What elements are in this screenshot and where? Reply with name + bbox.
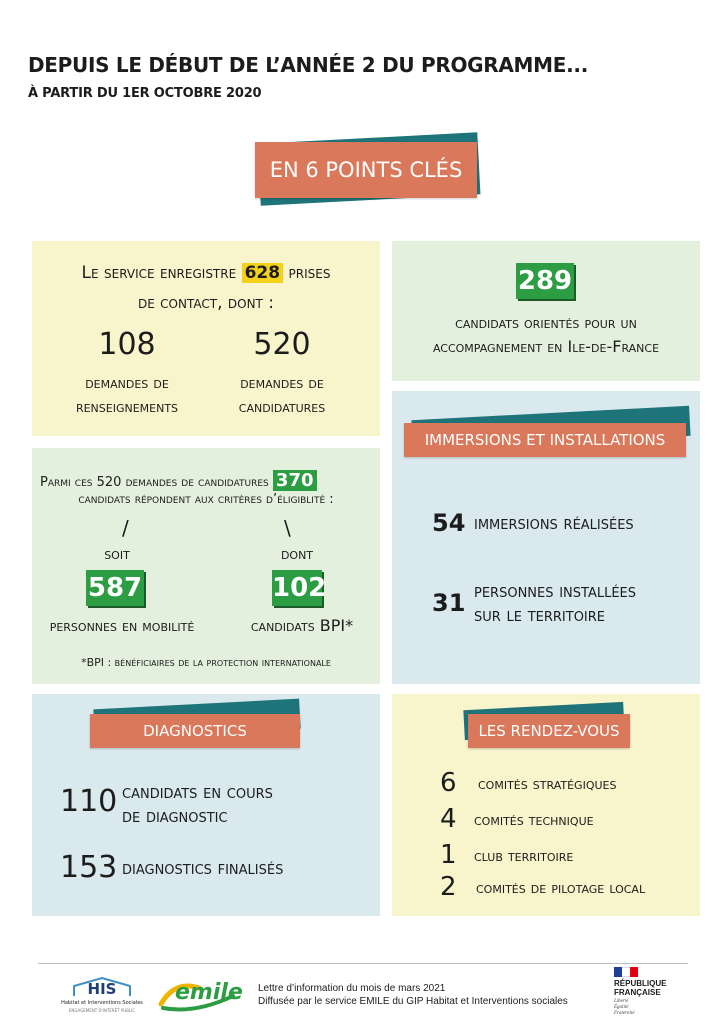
mobility-value: 587 <box>86 570 144 606</box>
key-points-banner <box>255 130 485 210</box>
footer-line2: Diffusée par le service EMILE du GIP Habitat et Interventions sociales <box>258 996 568 1007</box>
page-title: DEPUIS LE DÉBUT DE L’ANNÉE 2 DU PROGRAMME... <box>28 53 589 77</box>
motto-egalite: Égalité <box>614 1005 629 1010</box>
immersions-panel <box>392 391 700 684</box>
installed-label-2: sur le territoire <box>474 605 606 626</box>
soit-word: soit <box>104 544 130 563</box>
mobility-label: personnes en mobilité <box>49 616 195 635</box>
contacts-line2: de contact, dont : <box>137 293 275 313</box>
club-value: 1 <box>440 840 457 870</box>
contacts-line1-post: prises <box>288 263 331 283</box>
immersions-heading-label: IMMERSIONS ET INSTALLATIONS <box>424 431 666 449</box>
in-progress-value: 110 <box>60 784 118 819</box>
footer-line1: Lettre d’information du mois de mars 2021 <box>258 983 446 994</box>
bpi-label: candidats BPI* <box>250 616 354 635</box>
footer-divider <box>38 963 688 964</box>
info-requests-label-2: renseignements <box>75 397 179 416</box>
contacts-total: 628 <box>242 263 284 283</box>
technical-label: comités technique <box>474 810 594 829</box>
emile-logo <box>155 974 243 1016</box>
meetings-panel <box>392 694 700 916</box>
his-tagline: ENGAGEMENT D'INTÉRÊT PUBLIC <box>68 1008 136 1013</box>
strategic-label: comités stratégiques <box>478 774 617 793</box>
his-logo-text: HIS <box>87 980 117 998</box>
technical-value: 4 <box>440 804 457 834</box>
installed-value: 31 <box>432 589 466 617</box>
immersions-value: 54 <box>432 509 466 537</box>
contacts-panel <box>32 241 380 436</box>
applications-label-1: demandes de <box>240 373 324 392</box>
strategic-value: 6 <box>440 768 457 798</box>
finalized-value: 153 <box>60 850 118 885</box>
rf-line2: FRANÇAISE <box>614 988 661 997</box>
steering-value: 2 <box>440 872 457 902</box>
french-flag-icon <box>614 967 638 977</box>
bpi-value: 102 <box>272 570 322 606</box>
in-progress-label-2: de diagnostic <box>122 806 228 827</box>
meetings-heading <box>464 706 634 756</box>
right-slash: \ <box>284 516 291 540</box>
eligible-value: 370 <box>273 470 317 491</box>
dont-word: dont <box>280 544 314 563</box>
installed-label-1: personnes installées <box>474 581 637 602</box>
motto-fraternite: Fraternité <box>614 1011 635 1016</box>
info-requests-label-1: demandes de <box>85 373 169 392</box>
oriented-label-1: candidats orientés pour un <box>455 313 637 332</box>
finalized-label: diagnostics finalisés <box>122 858 284 879</box>
left-slash: / <box>122 516 129 540</box>
diagnostics-panel <box>32 694 380 916</box>
club-label: club territoire <box>474 846 574 865</box>
in-progress-label-1: candidats en cours <box>122 782 273 803</box>
bpi-footnote: *BPI : bénéficiaires de la protection internationale <box>81 656 331 669</box>
eligibility-panel <box>32 448 380 684</box>
steering-label: comités de pilotage local <box>476 878 646 897</box>
republique-francaise-logo <box>614 967 684 1022</box>
page-subtitle: À PARTIR DU 1ER OCTOBRE 2020 <box>28 86 262 101</box>
his-name: Habitat et Interventions Sociales <box>61 1000 143 1006</box>
oriented-label-2: accompagnement en Ile-de-France <box>432 337 660 356</box>
diagnostics-heading-label: DIAGNOSTICS <box>143 722 247 740</box>
contacts-line1-pre: Le service enregistre <box>81 263 237 283</box>
immersions-heading <box>404 413 694 463</box>
applications-value: 520 <box>253 327 311 362</box>
eligibility-line2: candidats répondent aux critères d’éligiblité : <box>78 492 334 507</box>
applications-label-2: candidatures <box>238 397 326 416</box>
meetings-heading-label: LES RENDEZ-VOUS <box>478 722 620 740</box>
motto-liberte: Liberté <box>614 999 629 1004</box>
oriented-value: 289 <box>516 263 574 299</box>
banner-label: EN 6 POINTS CLÉS <box>269 158 463 182</box>
info-requests-value: 108 <box>98 327 156 362</box>
immersions-label: immersions réalisées <box>474 513 634 534</box>
eligibility-line1: Parmi ces 520 demandes de candidatures <box>40 475 269 490</box>
oriented-panel <box>392 241 700 381</box>
emile-logo-text: emile <box>175 980 243 1005</box>
rf-line1: RÉPUBLIQUE <box>614 979 667 988</box>
his-logo <box>62 976 142 1016</box>
diagnostics-heading <box>90 702 310 752</box>
